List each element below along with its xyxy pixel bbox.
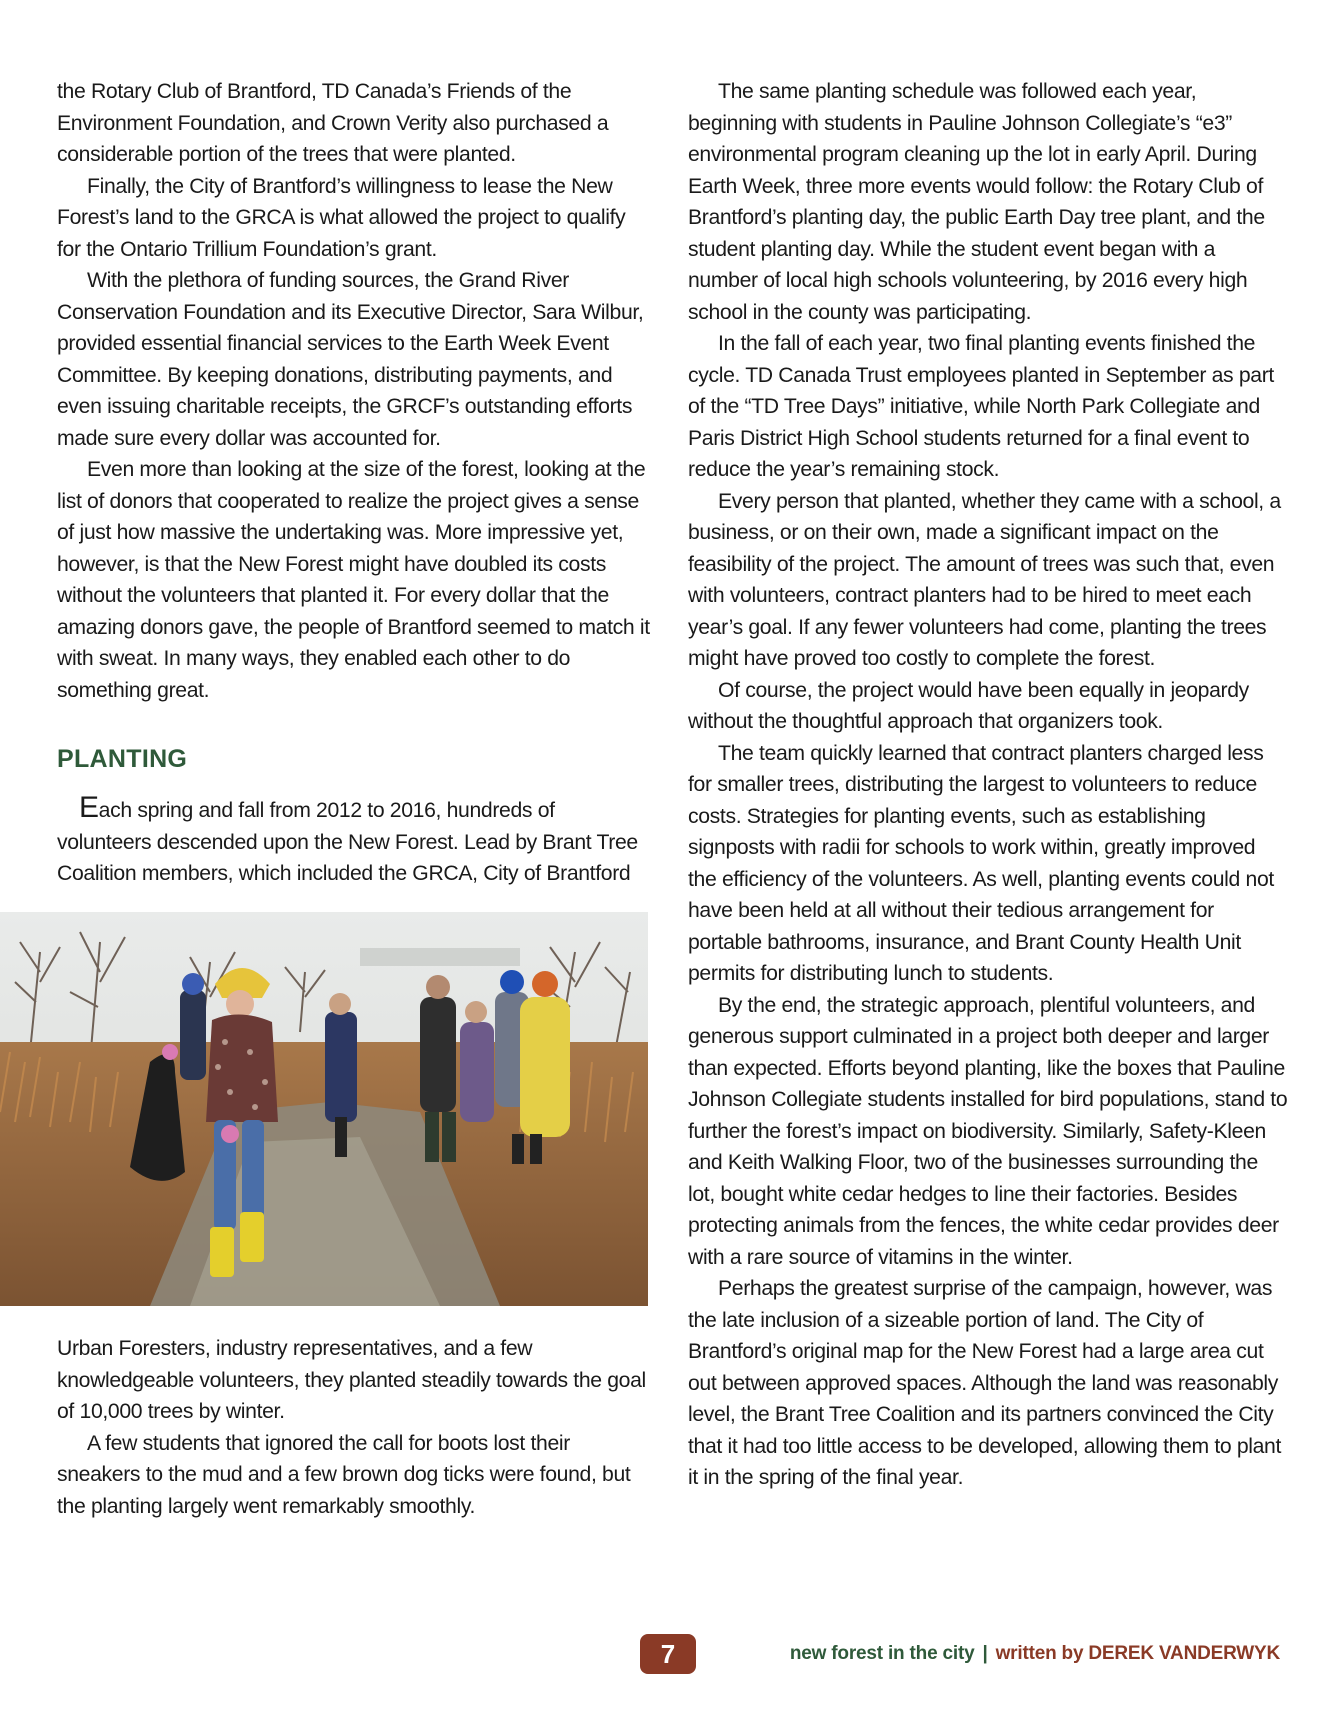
paragraph: Every person that planted, whether they came with a school, a business, or on their own, made a significant impact on the feasibility of the project. The amount of trees was such that, even with volunteers, contract planters had to be hired to meet each year’s goal. If any fewer volunteers had come, planting the trees might have proved too costly to complete the forest. (688, 489, 1281, 670)
page-number-badge: 7 (640, 1634, 696, 1674)
footer (790, 1643, 1280, 1665)
volunteers-photo (0, 912, 648, 1306)
paragraph: Perhaps the greatest surprise of the campaign, however, was the late inclusion of a sizeable portion of land. The City of Brantford’s original map for the New Forest had a large area cut out between approved spaces. Although the land was reasonably level, the Brant Tree Coalition and its partners convinced the City that it had too little access to be developed, allowing them to plant it in the spring of the final year. (688, 1277, 1282, 1489)
right-column (688, 76, 1288, 1494)
paragraph: Of course, the project would have been equally in jeopardy without the thoughtful approach that organizers took. (688, 678, 1249, 733)
paragraph: With the plethora of funding sources, the Grand River Conservation Foundation and its Executive Director, Sara Wilbur, provided essential financial services to the Earth Week Event Committee. By keeping donations, distributing payments, and even issuing charitable receipts, the GRCF’s outstanding efforts made sure every dollar was accounted for. (57, 269, 644, 450)
planting-intro-paragraph (57, 792, 653, 890)
footer-separator: | (982, 1643, 988, 1664)
left-column-top (57, 76, 653, 706)
paragraph: The team quickly learned that contract planters charged less for smaller trees, distributing the largest to volunteers to reduce costs. Strategies for planting events, such as establishing signposts with radii for schools to work within, greatly improved the efficiency of the volunteers. As well, planting events could not have been held at all without their tedious arrangement for portable bathrooms, insurance, and Brant County Health Unit permits for distributing lunch to students. (688, 741, 1274, 985)
footer-title: new forest in the city (789, 1643, 975, 1664)
left-column-bottom (57, 1333, 653, 1522)
paragraph: By the end, the strategic approach, plentiful volunteers, and generous support culminated in a project both deeper and larger than expected. Efforts beyond planting, like the boxes that Pauline Johnson Collegiate students installed for bird populations, stand to further the forest’s impact on biodiversity. Similarly, Safety-Kleen and Keith Walking Floor, two of the businesses surrounding the lot, bought white cedar hedges to line their factories. Besides protecting animals from the fences, the white cedar provides deer with a rare source of vitamins in the winter. (688, 993, 1288, 1269)
paragraph: the Rotary Club of Brantford, TD Canada’s Friends of the Environment Foundation, and Crown Verity also purchased a considerable portion of the trees that were planted. (57, 80, 609, 166)
paragraph: Urban Foresters, industry representatives, and a few knowledgeable volunteers, they planted steadily towards the goal of 10,000 trees by winter. (57, 1337, 646, 1423)
paragraph: Even more than looking at the size of the forest, looking at the list of donors that cooperated to realize the project gives a sense of just how massive the undertaking was. More impressive yet, however, is that the New Forest might have doubled its costs without the volunteers that planted it. For every dollar that the amazing donors gave, the people of Brantford seemed to match it with sweat. In many ways, they enabled each other to do something great. (57, 458, 650, 702)
paragraph: Finally, the City of Brantford’s willingness to lease the New Forest’s land to the GRCA is what allowed the project to qualify for the Ontario Trillium Foundation’s grant. (57, 174, 626, 261)
footer-byline: written by DEREK VANDERWYK (995, 1643, 1280, 1664)
section-heading: PLANTING (57, 745, 188, 773)
paragraph: The same planting schedule was followed each year, beginning with students in Pauline Johnson Collegiate’s “e3” environmental program cleaning up the lot in early April. During Earth Week, three more events would follow: the Rotary Club of Brantford’s planting day, the public Earth Day tree plant, and the student planting day. While the student event began with a number of local high schools volunteering, by 2016 every high school in the county was participating. (688, 80, 1265, 324)
drop-cap: E (79, 791, 99, 824)
paragraph: In the fall of each year, two final planting events finished the cycle. TD Canada Trust employees planted in September as part of the “TD Tree Days” initiative, while North Park Collegiate and Paris District High School students returned for a final event to reduce the year’s remaining stock. (688, 332, 1274, 481)
paragraph: A few students that ignored the call for boots lost their sneakers to the mud and a few brown dog ticks were found, but the planting largely went remarkably smoothly. (57, 1431, 631, 1518)
planting-intro-text: ach spring and fall from 2012 to 2016, hundreds of volunteers descended upon the New Forest. Lead by Brant Tree Coalition members, which included the GRCA, City of Brantford (57, 799, 638, 885)
